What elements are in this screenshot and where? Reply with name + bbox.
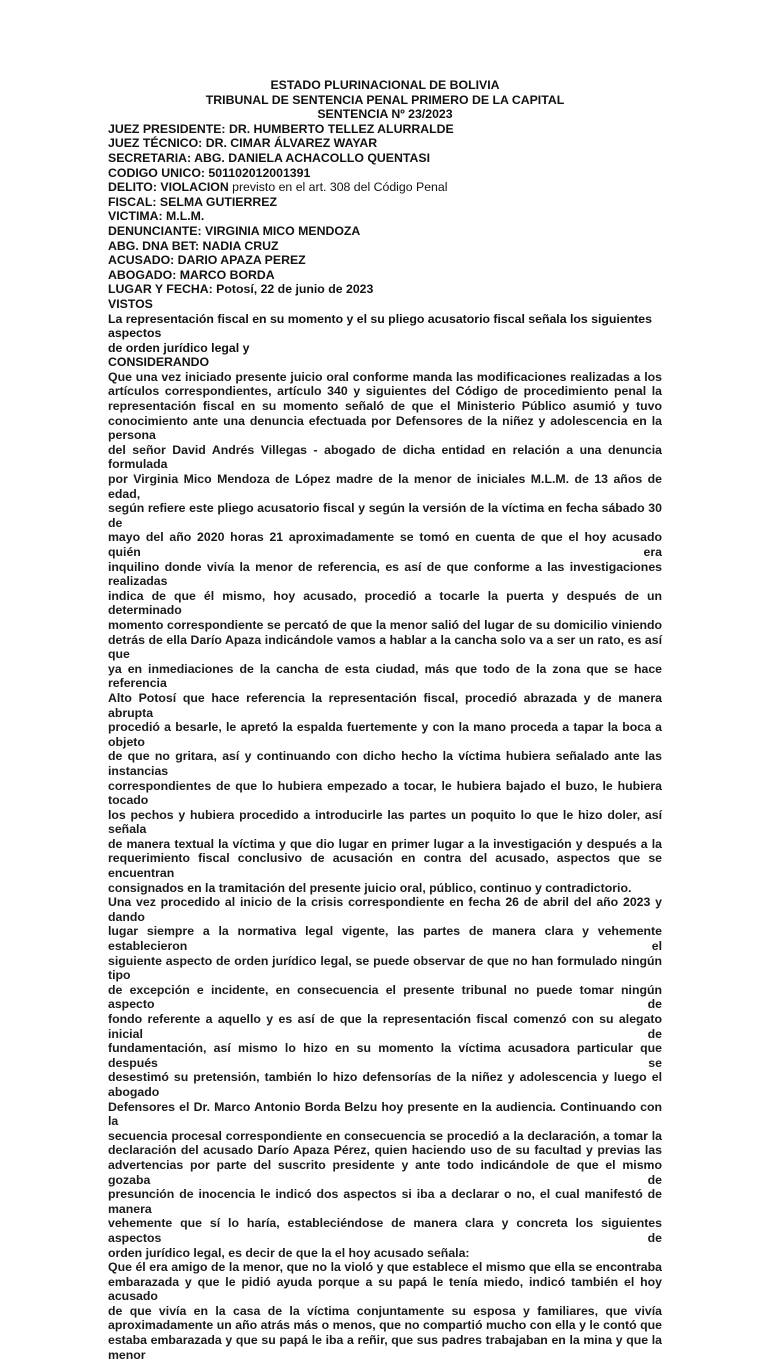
crime [108, 180, 662, 195]
technical-judge: JUEZ TÉCNICO: DR. CIMAR ÁLVAREZ WAYAR [108, 136, 378, 151]
text-line: procedió a besarle, le apretó la espalda fuertemente y con la mano proceda a tapar la boca a objeto [108, 720, 662, 749]
secretary: SECRETARIA: ABG. DANIELA ACHACOLLO QUENTASI [108, 150, 430, 165]
text-line: consignados en la tramitación del presente juicio oral, público, continuo y contradictorio. [108, 880, 632, 895]
text-line: de manera textual la víctima y que dio lugar en primer lugar a la investigación y después a la [108, 836, 662, 851]
text-line: de que vivía en la casa de la víctima conjuntamente su esposa y familiares, que vivía [108, 1303, 662, 1318]
text-line: mayo del año 2020 horas 21 aproximadamente se tomó en cuenta de que el hoy acusado quién era [108, 530, 662, 559]
text-line: presunción de inocencia le indicó dos aspectos si iba a declarar o no, el cual manifestó de manera [108, 1187, 662, 1216]
considerando-heading: CONSIDERANDO [108, 355, 210, 370]
text-line: secuencia procesal correspondiente en consecuencia se procedió a la declaración, a tomar la [108, 1128, 662, 1143]
place-and-date: LUGAR Y FECHA: Potosí, 22 de junio de 2023 [108, 282, 374, 297]
intro-line: La representación fiscal en su momento y el su pliego acusatorio fiscal señala los siguientes aspectos [108, 311, 652, 341]
document-header [108, 78, 662, 122]
crime-label: DELITO: VIOLACION [108, 180, 229, 195]
text-line: detrás de ella Darío Apaza indicándole vamos a hablar a la cancha solo va a ser un rato, es así que [108, 632, 662, 662]
text-line: requerimiento fiscal conclusivo de acusación en contra del acusado, aspectos que se encuentran [108, 851, 662, 881]
text-line: de que no gritara, así y continuando con dicho hecho la víctima hubiera señalado ante las instancias [108, 749, 662, 778]
text-line: aproximadamente un año atrás más o menos, que no compartió mucho con ella y le contó que [108, 1318, 662, 1333]
intro-paragraph [108, 312, 662, 370]
text-line: fondo referente a aquello y es así de que la representación fiscal comenzó con su alegato inicial de [108, 1012, 662, 1041]
text-line: del señor David Andrés Villegas - abogado de dicha entidad en relación a una denuncia formulada [108, 442, 662, 472]
paragraph-prosecution-account [108, 370, 662, 895]
text-line: los pechos y hubiera procedido a introducirle las partes un poquito lo que le hizo doler, así señala [108, 807, 662, 837]
text-line: ya en inmediaciones de la cancha de esta ciudad, más que todo de la zona que se hace referencia [108, 661, 662, 691]
text-line: indica de que él mismo, hoy acusado, procedió a tocarle la puerta y después de un determinado [108, 588, 662, 618]
text-line: advertencias por parte del suscrito presidente y ante todo indicándole de que el mismo gozaba de [108, 1157, 662, 1187]
text-line: inquilino donde vivía la menor de referencia, es así de que conforme a las investigaciones realizadas [108, 559, 662, 589]
intro-line: de orden jurídico legal y [108, 340, 250, 355]
text-line: vehemente que sí lo haría, estableciéndose de manera clara y concreta los siguientes aspectos de [108, 1216, 662, 1245]
text-line: Una vez procedido al inicio de la crisis correspondiente en fecha 26 de abril del año 2023 y dando [108, 895, 662, 924]
text-line: representación fiscal en su momento señaló de que el Ministerio Público asumió y tuvo [108, 399, 662, 414]
text-line: Que él era amigo de la menor, que no la violó y que establece el mismo que ella se encontraba [108, 1260, 662, 1275]
vistos-heading: VISTOS [108, 296, 153, 311]
text-line: estaba embarazada y que su papá le iba a reñir, que sus padres trabajaban en la mina y que la menor [108, 1333, 662, 1362]
header-tribunal: TRIBUNAL DE SENTENCIA PENAL PRIMERO DE LA CAPITAL [205, 92, 565, 107]
text-line: declaración del acusado Darío Apaza Pérez, quien haciendo uso de su facultad y previas las [108, 1143, 662, 1158]
text-line: Defensores el Dr. Marco Antonio Borda Belzu hoy presente en la audiencia. Continuando con la [108, 1099, 662, 1129]
paragraph-trial-proceedings [108, 895, 662, 1260]
text-line: por Virginia Mico Mendoza de López madre de la menor de iniciales M.L.M. de 13 años de edad, [108, 472, 662, 501]
text-line: Alto Potosí que hace referencia la representación fiscal, procedió abrazada y de manera abrupta [108, 690, 662, 720]
text-line: momento correspondiente se percató de que la menor salió del lugar de su domicilio viniendo [108, 617, 662, 632]
header-state: ESTADO PLURINACIONAL DE BOLIVIA [270, 78, 500, 92]
prosecutor: FISCAL: SELMA GUTIERREZ [108, 194, 277, 209]
complainant: DENUNCIANTE: VIRGINIA MICO MENDOZA [108, 223, 361, 238]
header-sentence-number: SENTENCIA Nº 23/2023 [317, 107, 453, 122]
text-line: artículos correspondientes, artículo 340 y siguientes del Código de procedimiento penal la [108, 384, 662, 399]
text-line: correspondientes de que lo hubiera empezado a tocar, le hubiera bajado el buzo, le hubiera tocado [108, 778, 662, 808]
text-line: embarazada y que le pidió ayuda porque a su papá le tenía miedo, indicó también el hoy acusado [108, 1274, 662, 1304]
text-line: fundamentación, así mismo lo hizo en su momento la víctima acusadora particular que después se [108, 1041, 662, 1070]
text-line: conocimiento ante una denuncia efectuada por Defensores de la niñez y adolescencia en la persona [108, 413, 662, 443]
text-line: según refiere este pliego acusatorio fiscal y según la versión de la víctima en fecha sábado 30 de [108, 501, 662, 530]
victim: VICTIMA: M.L.M. [108, 209, 205, 224]
crime-detail: previsto en el art. 308 del Código Penal [228, 180, 448, 195]
text-line: Que una vez iniciado presente juicio oral conforme manda las modificaciones realizadas a los [108, 369, 662, 384]
text-line: de excepción e incidente, en consecuencia el presente tribunal no puede tomar ningún aspecto de [108, 982, 662, 1012]
text-line: lugar siempre a la normativa legal vigente, las partes de manera clara y vehemente establecieron el [108, 924, 662, 954]
presiding-judge: JUEZ PRESIDENTE: DR. HUMBERTO TELLEZ ALURRALDE [108, 121, 454, 136]
dna-lawyer: ABG. DNA BET: NADIA CRUZ [108, 238, 279, 253]
accused: ACUSADO: DARIO APAZA PEREZ [108, 253, 306, 268]
case-details [108, 122, 662, 312]
text-line: siguiente aspecto de orden jurídico legal, se puede observar de que no han formulado ningún tipo [108, 953, 662, 983]
text-line: desestimó su pretensión, también lo hizo defensorías de la niñez y adolescencia y luego el abogado [108, 1070, 662, 1099]
defense-lawyer: ABOGADO: MARCO BORDA [108, 267, 275, 282]
paragraph-accused-statement [108, 1260, 662, 1362]
case-code: CODIGO UNICO: 501102012001391 [108, 165, 311, 180]
text-line: orden jurídico legal, es decir de que la el hoy acusado señala: [108, 1245, 470, 1260]
